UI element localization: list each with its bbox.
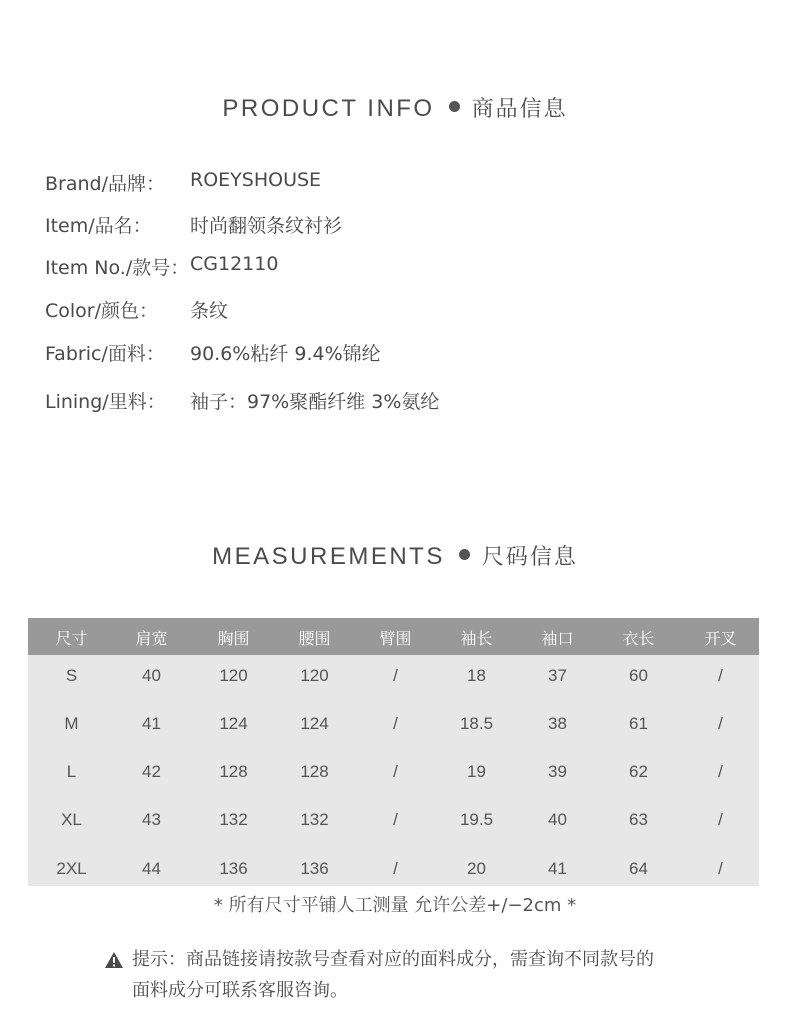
table-cell: 120: [300, 666, 329, 685]
info-key: Lining/里料：: [45, 391, 166, 413]
info-row-item-no: [45, 253, 279, 280]
table-cell: 124: [300, 714, 329, 733]
header-cell: 腰围: [298, 629, 331, 648]
info-key: Fabric/面料：: [45, 343, 165, 365]
table-cell: /: [393, 714, 398, 733]
measurements-title: [0, 540, 790, 571]
warning-line-1: 提示：商品链接请按款号查看对应的面料成分，需查询不同款号的: [132, 949, 654, 970]
table-cell: 38: [548, 714, 567, 733]
table-cell: /: [718, 859, 723, 878]
header-cell: 开叉: [704, 629, 737, 648]
header-cell: 袖长: [460, 629, 493, 648]
table-cell: 42: [142, 762, 161, 781]
product-info-title: [0, 92, 790, 123]
info-value: 条纹: [190, 300, 229, 322]
table-cell: 124: [219, 714, 248, 733]
measurement-note: * 所有尺寸平铺人工测量 允许公差+/−2cm *: [213, 895, 577, 916]
table-cell: 60: [629, 666, 648, 685]
table-cell: 44: [142, 859, 161, 878]
table-cell: 128: [219, 762, 248, 781]
table-cell: 120: [219, 666, 248, 685]
table-cell: 18.5: [459, 714, 494, 733]
table-cell: 61: [629, 714, 648, 733]
table-cell: 64: [629, 859, 648, 878]
header-cell: 衣长: [622, 629, 655, 648]
info-row-color: [45, 296, 229, 323]
bullet-dot-icon: [449, 101, 460, 112]
info-value: CG12110: [190, 253, 279, 275]
info-key: Item No./款号：: [45, 257, 190, 279]
table-cell: 136: [219, 859, 248, 878]
header-cell: 尺寸: [55, 629, 88, 648]
measurements-title-en: MEASUREMENTS: [212, 543, 445, 570]
measurements-title-zh: 尺码信息: [481, 545, 578, 570]
header-cell: 袖口: [541, 629, 574, 648]
product-info-title-en: PRODUCT INFO: [222, 95, 435, 122]
table-cell: 63: [629, 810, 648, 829]
table-cell: 40: [142, 666, 161, 685]
table-cell: 40: [548, 810, 567, 829]
table-cell: 128: [300, 762, 329, 781]
table-cell: XL: [61, 810, 82, 829]
table-cell: /: [393, 810, 398, 829]
table-cell: L: [66, 762, 77, 781]
header-cell: 臂围: [379, 629, 412, 648]
warning-icon: [104, 951, 124, 969]
info-value: 袖子：97%聚酯纤维 3%氨纶: [190, 391, 440, 413]
info-row-lining: [45, 387, 440, 414]
table-cell: 18: [467, 666, 486, 685]
size-table: [28, 618, 759, 886]
info-key: Brand/品牌：: [45, 173, 165, 195]
table-cell: 19.5: [459, 810, 494, 829]
table-cell: 2XL: [56, 859, 87, 878]
info-value: 90.6%粘纤 9.4%锦纶: [190, 343, 381, 365]
table-cell: S: [65, 666, 78, 685]
info-key: Color/颜色：: [45, 300, 159, 322]
header-cell: 胸围: [217, 629, 250, 648]
info-row-item: [45, 211, 343, 238]
info-key: Item/品名：: [45, 215, 152, 237]
product-info-title-zh: 商品信息: [471, 97, 568, 122]
table-cell: /: [718, 810, 723, 829]
header-cell: 肩宽: [135, 629, 168, 648]
table-cell: 19: [467, 762, 486, 781]
table-cell: 41: [548, 859, 567, 878]
info-row-brand: [45, 169, 322, 196]
table-cell: 37: [548, 666, 567, 685]
table-cell: /: [393, 859, 398, 878]
table-cell: 136: [300, 859, 329, 878]
table-cell: /: [393, 666, 398, 685]
table-cell: 39: [548, 762, 567, 781]
table-cell: M: [64, 714, 79, 733]
size-table-header: [28, 618, 759, 655]
info-value: ROEYSHOUSE: [190, 169, 322, 191]
table-cell: /: [718, 762, 723, 781]
bullet-dot-icon: [459, 549, 470, 560]
info-row-fabric: [45, 339, 381, 366]
warning-line-2: 面料成分可联系客服咨询。: [132, 980, 348, 1001]
table-cell: 20: [467, 859, 486, 878]
warning-text: [132, 944, 732, 1006]
table-cell: 132: [219, 810, 248, 829]
table-cell: 41: [142, 714, 161, 733]
table-cell: 62: [629, 762, 648, 781]
table-cell: 43: [142, 810, 161, 829]
table-cell: /: [718, 666, 723, 685]
info-value: 时尚翻领条纹衬衫: [190, 215, 343, 237]
table-cell: /: [393, 762, 398, 781]
table-cell: /: [718, 714, 723, 733]
table-cell: 132: [300, 810, 329, 829]
